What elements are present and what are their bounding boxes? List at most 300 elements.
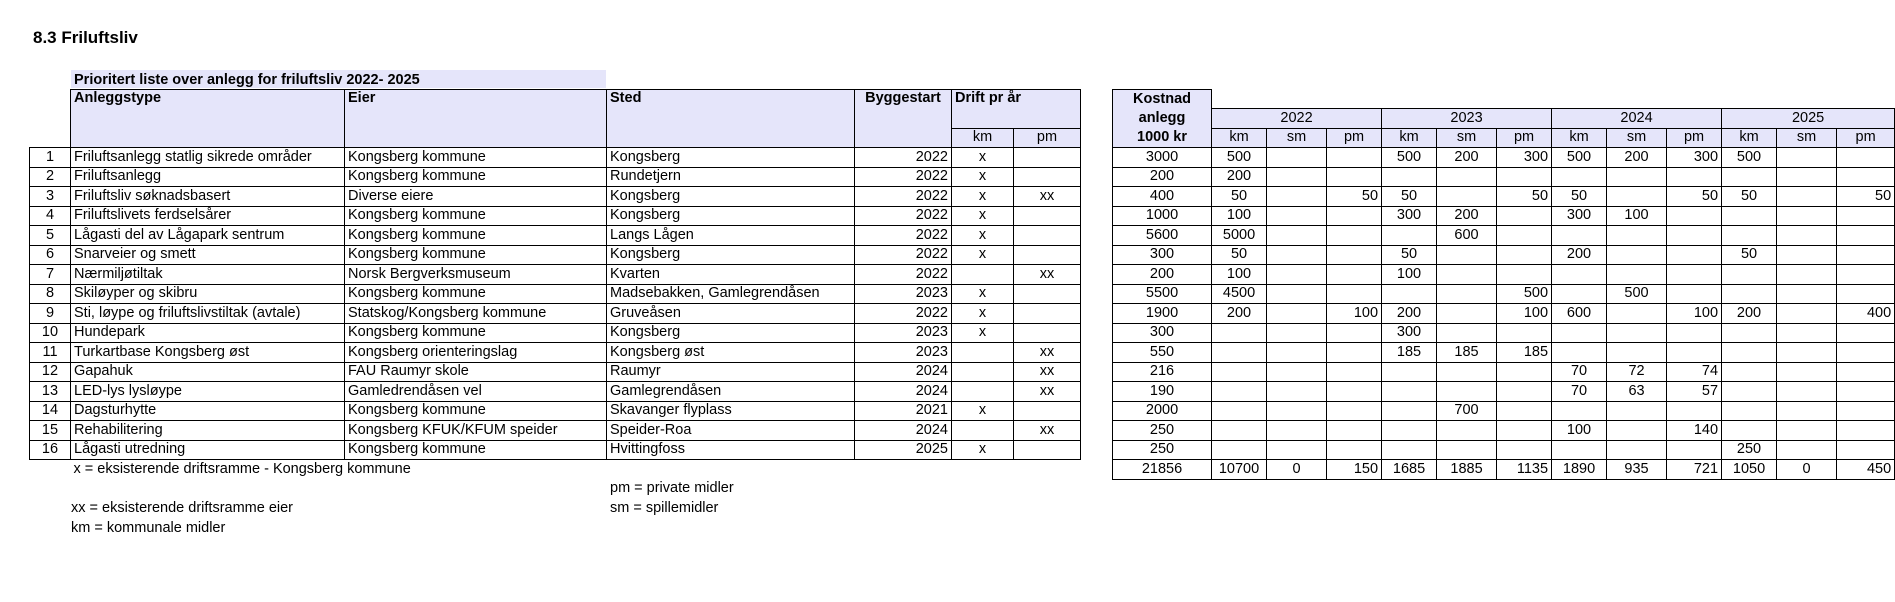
row-drift-km: x: [952, 206, 1014, 226]
row-2022-pm: [1327, 265, 1382, 285]
row-2023-pm: [1497, 206, 1552, 226]
row-2023-km: [1382, 401, 1437, 421]
row-2024-sm: [1607, 343, 1667, 363]
row-2022-sm: [1267, 167, 1327, 187]
row-2024-km: 200: [1552, 245, 1607, 265]
row-2024-sm: [1607, 421, 1667, 441]
row-drift-pm: [1014, 206, 1081, 226]
row-number: 4: [30, 206, 71, 226]
row-2024-km: 300: [1552, 206, 1607, 226]
row-drift-km: x: [952, 187, 1014, 207]
row-2024-sm: [1607, 304, 1667, 324]
row-drift-pm: xx: [1014, 187, 1081, 207]
table-body: [30, 148, 1895, 460]
row-drift-pm: [1014, 226, 1081, 246]
table-row: [30, 382, 1895, 402]
table-row: [30, 401, 1895, 421]
legend-pm: pm = private midler: [610, 480, 734, 496]
row-2024-sm: [1607, 323, 1667, 343]
header-km: km: [1722, 128, 1777, 148]
row-kostnad: 200: [1113, 265, 1212, 285]
row-sted: Madsebakken, Gamlegrendåsen: [607, 284, 855, 304]
table-row: [30, 148, 1895, 168]
total-cost: 21856: [1113, 460, 1212, 480]
row-2025-pm: [1837, 226, 1895, 246]
header-km: km: [1212, 128, 1267, 148]
table-header: [30, 90, 1895, 148]
header-year-2022: 2022: [1212, 109, 1382, 129]
row-kostnad: 550: [1113, 343, 1212, 363]
row-2023-pm: 50: [1497, 187, 1552, 207]
row-anleggstype: Hundepark: [71, 323, 345, 343]
header-year-2023: 2023: [1382, 109, 1552, 129]
row-2022-km: [1212, 343, 1267, 363]
row-2024-sm: [1607, 265, 1667, 285]
row-2025-sm: [1777, 187, 1837, 207]
row-2023-sm: [1437, 421, 1497, 441]
row-2023-km: [1382, 284, 1437, 304]
row-gap: [1081, 206, 1113, 226]
row-eier: Kongsberg kommune: [345, 245, 607, 265]
row-2023-sm: [1437, 265, 1497, 285]
row-2024-pm: [1667, 226, 1722, 246]
row-2025-pm: [1837, 421, 1895, 441]
row-gap: [1081, 284, 1113, 304]
row-2023-pm: [1497, 167, 1552, 187]
row-byggestart: 2023: [855, 343, 952, 363]
row-byggestart: 2022: [855, 148, 952, 168]
row-2025-km: 500: [1722, 148, 1777, 168]
row-number: 14: [30, 401, 71, 421]
row-anleggstype: Friluftsanlegg statlig sikrede områder: [71, 148, 345, 168]
row-2024-km: 500: [1552, 148, 1607, 168]
row-2024-sm: [1607, 187, 1667, 207]
row-sted: Skavanger flyplass: [607, 401, 855, 421]
header-sm: sm: [1437, 128, 1497, 148]
row-eier: FAU Raumyr skole: [345, 362, 607, 382]
header-drift-km: km: [952, 128, 1014, 148]
row-drift-km: [952, 265, 1014, 285]
table-row: [30, 343, 1895, 363]
legend-gap: [952, 460, 1113, 480]
row-byggestart: 2023: [855, 284, 952, 304]
row-2023-km: 185: [1382, 343, 1437, 363]
row-2025-pm: [1837, 440, 1895, 460]
row-2023-pm: [1497, 440, 1552, 460]
row-sted: Gruveåsen: [607, 304, 855, 324]
row-2023-km: 500: [1382, 148, 1437, 168]
header-year-2024: 2024: [1552, 109, 1722, 129]
table-row: [30, 421, 1895, 441]
row-2025-sm: [1777, 440, 1837, 460]
row-2023-pm: [1497, 245, 1552, 265]
header-anlegg: anlegg: [1113, 109, 1212, 129]
row-2024-km: 70: [1552, 362, 1607, 382]
row-2022-sm: [1267, 265, 1327, 285]
row-sted: Kongsberg: [607, 206, 855, 226]
row-drift-km: x: [952, 304, 1014, 324]
header-spacer: [30, 90, 71, 148]
row-2023-km: 100: [1382, 265, 1437, 285]
row-2025-pm: [1837, 245, 1895, 265]
table-row: [30, 440, 1895, 460]
row-2023-pm: 185: [1497, 343, 1552, 363]
row-2024-sm: 63: [1607, 382, 1667, 402]
row-eier: Kongsberg kommune: [345, 206, 607, 226]
row-2024-pm: [1667, 440, 1722, 460]
total-2025-sm: 0: [1777, 460, 1837, 480]
row-number: 15: [30, 421, 71, 441]
row-kostnad: 250: [1113, 421, 1212, 441]
row-anleggstype: Friluftslivets ferdselsårer: [71, 206, 345, 226]
header-byggestart: Byggestart: [855, 90, 952, 148]
row-2024-km: [1552, 284, 1607, 304]
row-kostnad: 216: [1113, 362, 1212, 382]
row-2024-km: [1552, 343, 1607, 363]
row-2022-pm: 50: [1327, 187, 1382, 207]
row-gap: [1081, 362, 1113, 382]
row-gap: [1081, 440, 1113, 460]
row-2023-km: [1382, 440, 1437, 460]
row-sted: Kongsberg: [607, 148, 855, 168]
row-2022-km: [1212, 362, 1267, 382]
row-2022-pm: [1327, 421, 1382, 441]
row-2024-km: 600: [1552, 304, 1607, 324]
row-anleggstype: Friluftsliv søknadsbasert: [71, 187, 345, 207]
facility-priority-table: [29, 89, 1895, 480]
row-byggestart: 2022: [855, 226, 952, 246]
row-2023-km: [1382, 167, 1437, 187]
row-byggestart: 2022: [855, 187, 952, 207]
row-2022-sm: [1267, 343, 1327, 363]
row-kostnad: 1900: [1113, 304, 1212, 324]
total-2022-sm: 0: [1267, 460, 1327, 480]
row-byggestart: 2022: [855, 206, 952, 226]
table-row: [30, 265, 1895, 285]
row-2022-km: 5000: [1212, 226, 1267, 246]
row-number: 11: [30, 343, 71, 363]
row-gap: [1081, 382, 1113, 402]
row-2022-sm: [1267, 362, 1327, 382]
row-2025-pm: 400: [1837, 304, 1895, 324]
total-2024-pm: 721: [1667, 460, 1722, 480]
total-2025-pm: 450: [1837, 460, 1895, 480]
table-row: [30, 284, 1895, 304]
row-2023-pm: 100: [1497, 304, 1552, 324]
row-eier: Kongsberg kommune: [345, 167, 607, 187]
row-2023-km: [1382, 226, 1437, 246]
row-eier: Kongsberg kommune: [345, 226, 607, 246]
row-sted: Langs Lågen: [607, 226, 855, 246]
row-2023-pm: [1497, 382, 1552, 402]
row-drift-pm: [1014, 440, 1081, 460]
row-kostnad: 250: [1113, 440, 1212, 460]
table-row: [30, 187, 1895, 207]
table-totals: [30, 460, 1895, 480]
row-2023-sm: [1437, 167, 1497, 187]
row-drift-pm: [1014, 245, 1081, 265]
row-number: 2: [30, 167, 71, 187]
row-2022-km: 200: [1212, 304, 1267, 324]
row-drift-pm: xx: [1014, 382, 1081, 402]
row-2025-sm: [1777, 206, 1837, 226]
row-sted: Rundetjern: [607, 167, 855, 187]
row-kostnad: 400: [1113, 187, 1212, 207]
row-2024-pm: [1667, 343, 1722, 363]
row-anleggstype: Rehabilitering: [71, 421, 345, 441]
row-2025-sm: [1777, 323, 1837, 343]
row-number: 10: [30, 323, 71, 343]
row-byggestart: 2023: [855, 323, 952, 343]
row-kostnad: 1000: [1113, 206, 1212, 226]
row-2023-pm: [1497, 226, 1552, 246]
row-2022-sm: [1267, 206, 1327, 226]
row-2025-sm: [1777, 382, 1837, 402]
row-2025-pm: [1837, 401, 1895, 421]
row-2022-sm: [1267, 226, 1327, 246]
header-pm: pm: [1497, 128, 1552, 148]
row-2022-km: [1212, 440, 1267, 460]
header-drift-pm: pm: [1014, 128, 1081, 148]
row-eier: Norsk Bergverksmuseum: [345, 265, 607, 285]
row-2025-km: 200: [1722, 304, 1777, 324]
row-2022-sm: [1267, 323, 1327, 343]
row-anleggstype: Turkartbase Kongsberg øst: [71, 343, 345, 363]
row-kostnad: 200: [1113, 167, 1212, 187]
row-2022-pm: [1327, 401, 1382, 421]
table-row: [30, 167, 1895, 187]
legend-xx: xx = eksisterende driftsramme eier: [71, 500, 294, 516]
total-2025-km: 1050: [1722, 460, 1777, 480]
row-drift-km: x: [952, 245, 1014, 265]
row-byggestart: 2024: [855, 382, 952, 402]
row-2024-km: [1552, 440, 1607, 460]
row-drift-km: x: [952, 226, 1014, 246]
row-2025-pm: [1837, 206, 1895, 226]
row-sted: Raumyr: [607, 362, 855, 382]
row-drift-pm: [1014, 148, 1081, 168]
row-2024-km: [1552, 167, 1607, 187]
total-2024-sm: 935: [1607, 460, 1667, 480]
row-kostnad: 5600: [1113, 226, 1212, 246]
row-2022-sm: [1267, 187, 1327, 207]
row-2023-pm: [1497, 362, 1552, 382]
row-number: 7: [30, 265, 71, 285]
row-2023-pm: [1497, 421, 1552, 441]
row-gap: [1081, 343, 1113, 363]
row-2024-pm: 100: [1667, 304, 1722, 324]
row-eier: Kongsberg orienteringslag: [345, 343, 607, 363]
row-2022-pm: [1327, 440, 1382, 460]
row-anleggstype: Skiløyper og skibru: [71, 284, 345, 304]
row-2025-pm: 50: [1837, 187, 1895, 207]
row-2023-pm: [1497, 265, 1552, 285]
row-2025-km: [1722, 206, 1777, 226]
header-drift: Drift pr år: [952, 90, 1081, 129]
row-byggestart: 2024: [855, 362, 952, 382]
row-drift-km: x: [952, 148, 1014, 168]
row-sted: Kongsberg: [607, 323, 855, 343]
row-anleggstype: Gapahuk: [71, 362, 345, 382]
row-gap: [1081, 148, 1113, 168]
row-number: 5: [30, 226, 71, 246]
row-2022-km: [1212, 401, 1267, 421]
row-2023-pm: 500: [1497, 284, 1552, 304]
row-2022-pm: [1327, 284, 1382, 304]
row-drift-km: x: [952, 167, 1014, 187]
row-2022-pm: [1327, 343, 1382, 363]
row-2025-km: 50: [1722, 245, 1777, 265]
row-gap: [1081, 226, 1113, 246]
row-2024-km: 50: [1552, 187, 1607, 207]
row-2023-sm: 185: [1437, 343, 1497, 363]
row-2025-sm: [1777, 167, 1837, 187]
legend-km: km = kommunale midler: [71, 520, 226, 536]
row-2024-pm: 57: [1667, 382, 1722, 402]
row-2024-pm: [1667, 284, 1722, 304]
row-2023-km: [1382, 382, 1437, 402]
header-1000kr: 1000 kr: [1113, 128, 1212, 148]
row-kostnad: 5500: [1113, 284, 1212, 304]
row-2025-km: [1722, 323, 1777, 343]
row-drift-km: [952, 382, 1014, 402]
row-anleggstype: Nærmiljøtiltak: [71, 265, 345, 285]
header-sm: sm: [1607, 128, 1667, 148]
row-2025-km: [1722, 167, 1777, 187]
row-byggestart: 2022: [855, 304, 952, 324]
row-2022-km: 100: [1212, 206, 1267, 226]
row-drift-km: x: [952, 323, 1014, 343]
row-anleggstype: Lågasti utredning: [71, 440, 345, 460]
page-title: 8.3 Friluftsliv: [33, 28, 138, 47]
row-gap: [1081, 187, 1113, 207]
row-drift-pm: xx: [1014, 343, 1081, 363]
row-2025-pm: [1837, 382, 1895, 402]
row-eier: Kongsberg kommune: [345, 284, 607, 304]
row-2022-pm: [1327, 245, 1382, 265]
row-2025-sm: [1777, 265, 1837, 285]
row-drift-km: [952, 343, 1014, 363]
row-2025-sm: [1777, 304, 1837, 324]
row-2023-sm: [1437, 187, 1497, 207]
row-2024-sm: 72: [1607, 362, 1667, 382]
row-anleggstype: LED-lys lysløype: [71, 382, 345, 402]
row-drift-km: x: [952, 401, 1014, 421]
row-2022-km: [1212, 421, 1267, 441]
row-2023-pm: [1497, 323, 1552, 343]
row-2023-pm: [1497, 401, 1552, 421]
row-number: 13: [30, 382, 71, 402]
row-2024-km: [1552, 265, 1607, 285]
table-row: [30, 362, 1895, 382]
row-byggestart: 2022: [855, 265, 952, 285]
row-number: 16: [30, 440, 71, 460]
row-2025-pm: [1837, 148, 1895, 168]
row-number: 1: [30, 148, 71, 168]
row-2024-sm: [1607, 226, 1667, 246]
row-2023-km: 300: [1382, 206, 1437, 226]
row-eier: Kongsberg kommune: [345, 401, 607, 421]
row-2024-pm: 50: [1667, 187, 1722, 207]
row-kostnad: 3000: [1113, 148, 1212, 168]
header-km: km: [1382, 128, 1437, 148]
row-drift-pm: [1014, 304, 1081, 324]
row-eier: Diverse eiere: [345, 187, 607, 207]
legend-spacer: [30, 460, 71, 480]
row-2025-sm: [1777, 343, 1837, 363]
row-2022-km: 50: [1212, 245, 1267, 265]
header-anleggstype: Anleggstype: [71, 90, 345, 148]
row-byggestart: 2022: [855, 245, 952, 265]
row-2023-sm: [1437, 323, 1497, 343]
row-gap: [1081, 245, 1113, 265]
row-2025-km: [1722, 343, 1777, 363]
row-anleggstype: Sti, løype og friluftslivstiltak (avtale): [71, 304, 345, 324]
table-row: [30, 206, 1895, 226]
row-2025-sm: [1777, 401, 1837, 421]
row-kostnad: 300: [1113, 245, 1212, 265]
row-2024-pm: [1667, 401, 1722, 421]
list-caption: Prioritert liste over anlegg for friluftsliv 2022- 2025: [71, 70, 606, 88]
row-2025-sm: [1777, 226, 1837, 246]
row-2023-sm: 600: [1437, 226, 1497, 246]
row-2023-sm: 200: [1437, 148, 1497, 168]
total-2022-pm: 150: [1327, 460, 1382, 480]
row-2022-pm: [1327, 148, 1382, 168]
row-2024-km: 70: [1552, 382, 1607, 402]
row-2025-sm: [1777, 148, 1837, 168]
row-2024-pm: 74: [1667, 362, 1722, 382]
row-sted: Kongsberg øst: [607, 343, 855, 363]
row-2024-km: [1552, 226, 1607, 246]
row-kostnad: 300: [1113, 323, 1212, 343]
row-sted: Speider-Roa: [607, 421, 855, 441]
legend-sm: sm = spillemidler: [610, 500, 719, 516]
row-2022-sm: [1267, 148, 1327, 168]
row-drift-pm: xx: [1014, 421, 1081, 441]
row-2025-pm: [1837, 323, 1895, 343]
row-drift-pm: [1014, 401, 1081, 421]
row-2025-km: 250: [1722, 440, 1777, 460]
row-drift-km: [952, 362, 1014, 382]
total-2023-sm: 1885: [1437, 460, 1497, 480]
table-row: [30, 226, 1895, 246]
row-2022-km: 100: [1212, 265, 1267, 285]
row-drift-pm: [1014, 167, 1081, 187]
header-km: km: [1552, 128, 1607, 148]
row-2023-sm: 200: [1437, 206, 1497, 226]
row-sted: Kvarten: [607, 265, 855, 285]
row-number: 8: [30, 284, 71, 304]
row-2024-sm: [1607, 245, 1667, 265]
row-2022-sm: [1267, 421, 1327, 441]
row-gap: [1081, 304, 1113, 324]
header-blank: [1212, 90, 1895, 109]
row-2022-sm: [1267, 284, 1327, 304]
row-sted: Kongsberg: [607, 245, 855, 265]
row-2023-sm: [1437, 284, 1497, 304]
row-2025-pm: [1837, 284, 1895, 304]
row-2022-pm: [1327, 226, 1382, 246]
row-sted: Gamlegrendåsen: [607, 382, 855, 402]
row-2023-sm: [1437, 440, 1497, 460]
row-2024-sm: 500: [1607, 284, 1667, 304]
row-byggestart: 2021: [855, 401, 952, 421]
table-row: [30, 304, 1895, 324]
row-2023-sm: 700: [1437, 401, 1497, 421]
row-drift-km: x: [952, 284, 1014, 304]
row-2022-pm: [1327, 382, 1382, 402]
